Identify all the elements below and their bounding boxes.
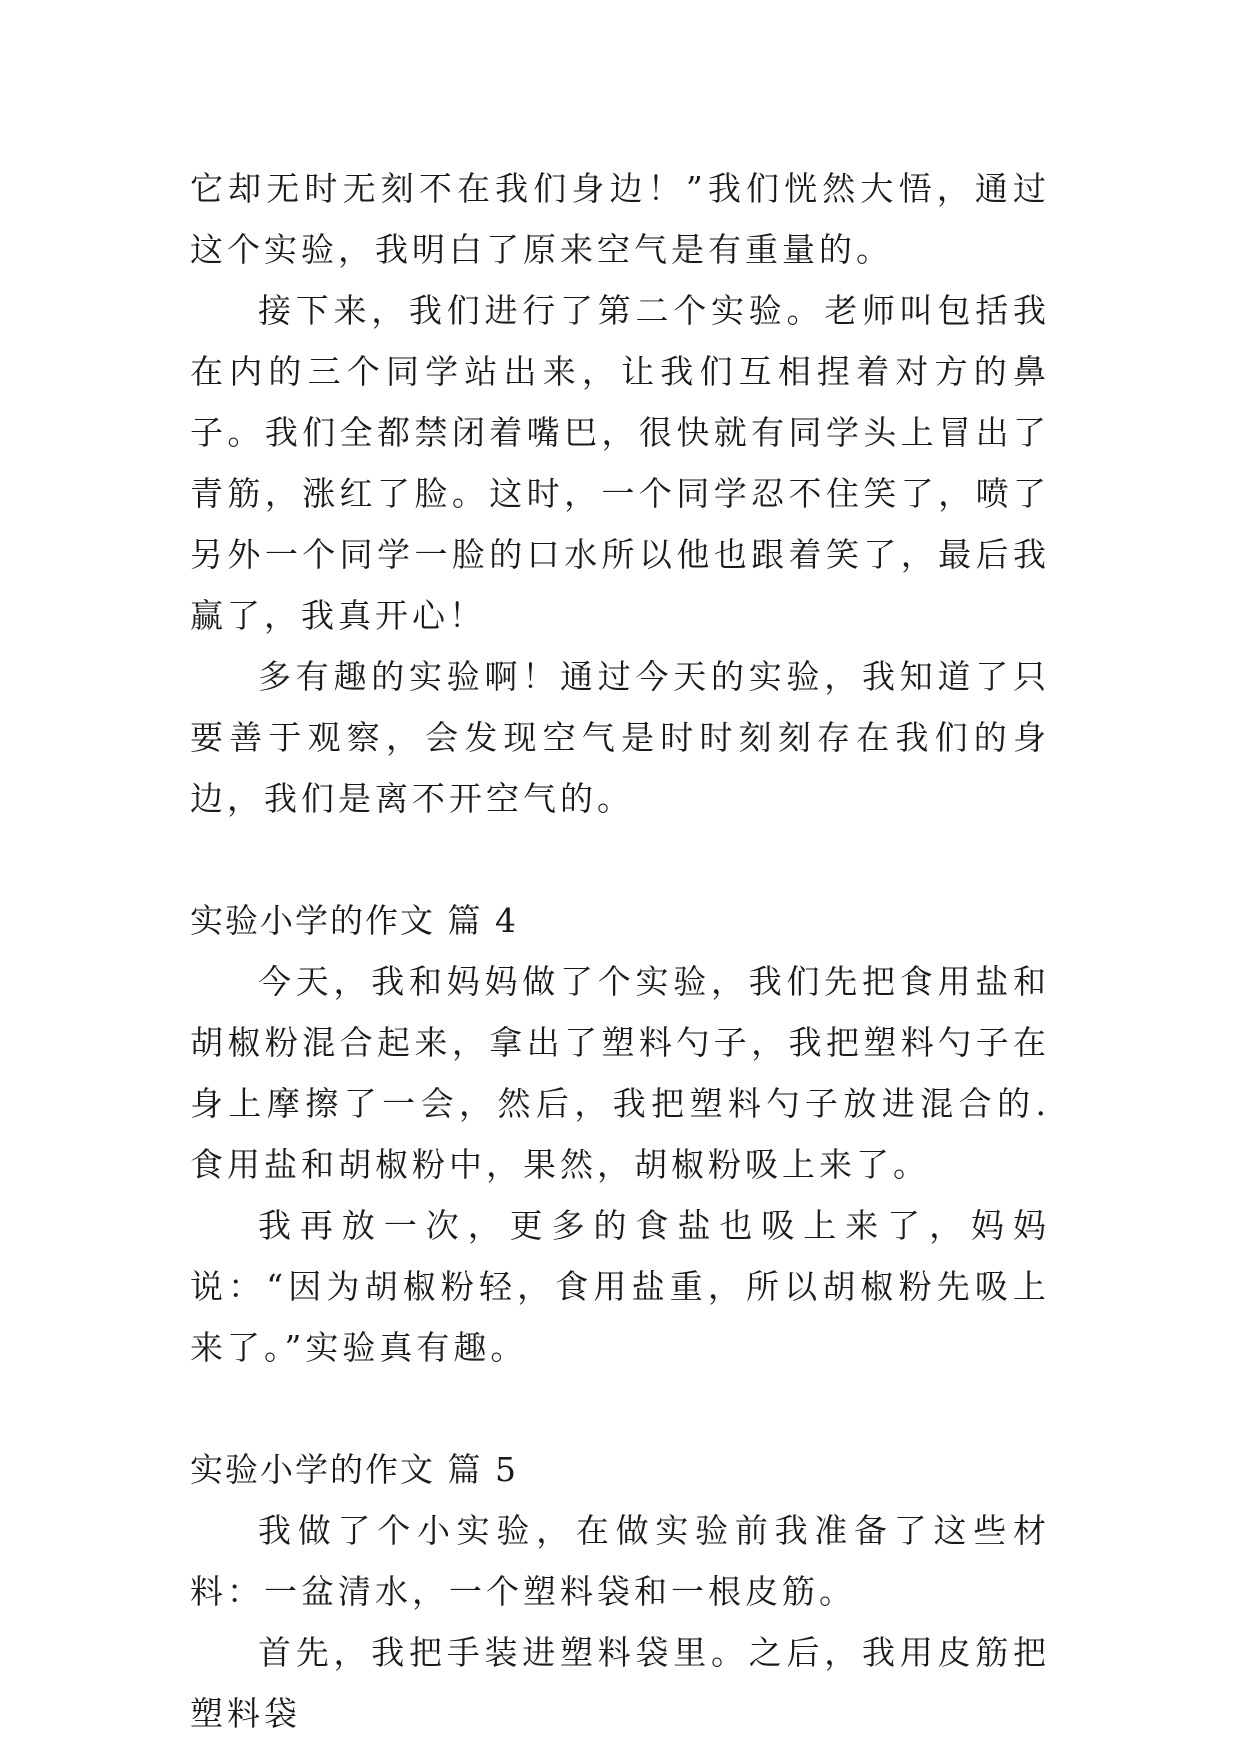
section-heading: 实验小学的作文 篇 4 bbox=[190, 901, 518, 940]
paragraph: 今天，我和妈妈做了个实验，我们先把食用盐和胡椒粉混合起来，拿出了塑料勺子，我把塑料勺子在身上摩擦了一会，然后，我把塑料勺子放进混合的.食用盐和胡椒粉中，果然，胡椒粉吸上来了。 bbox=[190, 962, 1050, 1184]
paragraph: 我再放一次，更多的食盐也吸上来了，妈妈说：“因为胡椒粉轻，食用盐重，所以胡椒粉先吸上来了。”实验真有趣。 bbox=[190, 1206, 1050, 1367]
section-heading: 实验小学的作文 篇 5 bbox=[190, 1450, 518, 1489]
document-page bbox=[190, 158, 1050, 1744]
paragraph: 它却无时无刻不在我们身边！”我们恍然大悟，通过这个实验，我明白了原来空气是有重量的。 bbox=[190, 169, 1050, 269]
section-gap bbox=[190, 829, 1050, 890]
paragraph: 首先，我把手装进塑料袋里。之后，我用皮筋把塑料袋 bbox=[190, 1633, 1050, 1733]
paragraph: 多有趣的实验啊！通过今天的实验，我知道了只要善于观察，会发现空气是时时刻刻存在我们的身边，我们是离不开空气的。 bbox=[190, 657, 1050, 818]
paragraph: 我做了个小实验，在做实验前我准备了这些材料：一盆清水，一个塑料袋和一根皮筋。 bbox=[190, 1511, 1050, 1611]
paragraph: 接下来，我们进行了第二个实验。老师叫包括我在内的三个同学站出来，让我们互相捏着对方的鼻子。我们全都禁闭着嘴巴，很快就有同学头上冒出了青筋，涨红了脸。这时，一个同学忍不住笑了，喷了另外一个同学一脸的口水所以他也跟着笑了，最后我赢了，我真开心！ bbox=[190, 291, 1050, 635]
section-gap bbox=[190, 1378, 1050, 1439]
